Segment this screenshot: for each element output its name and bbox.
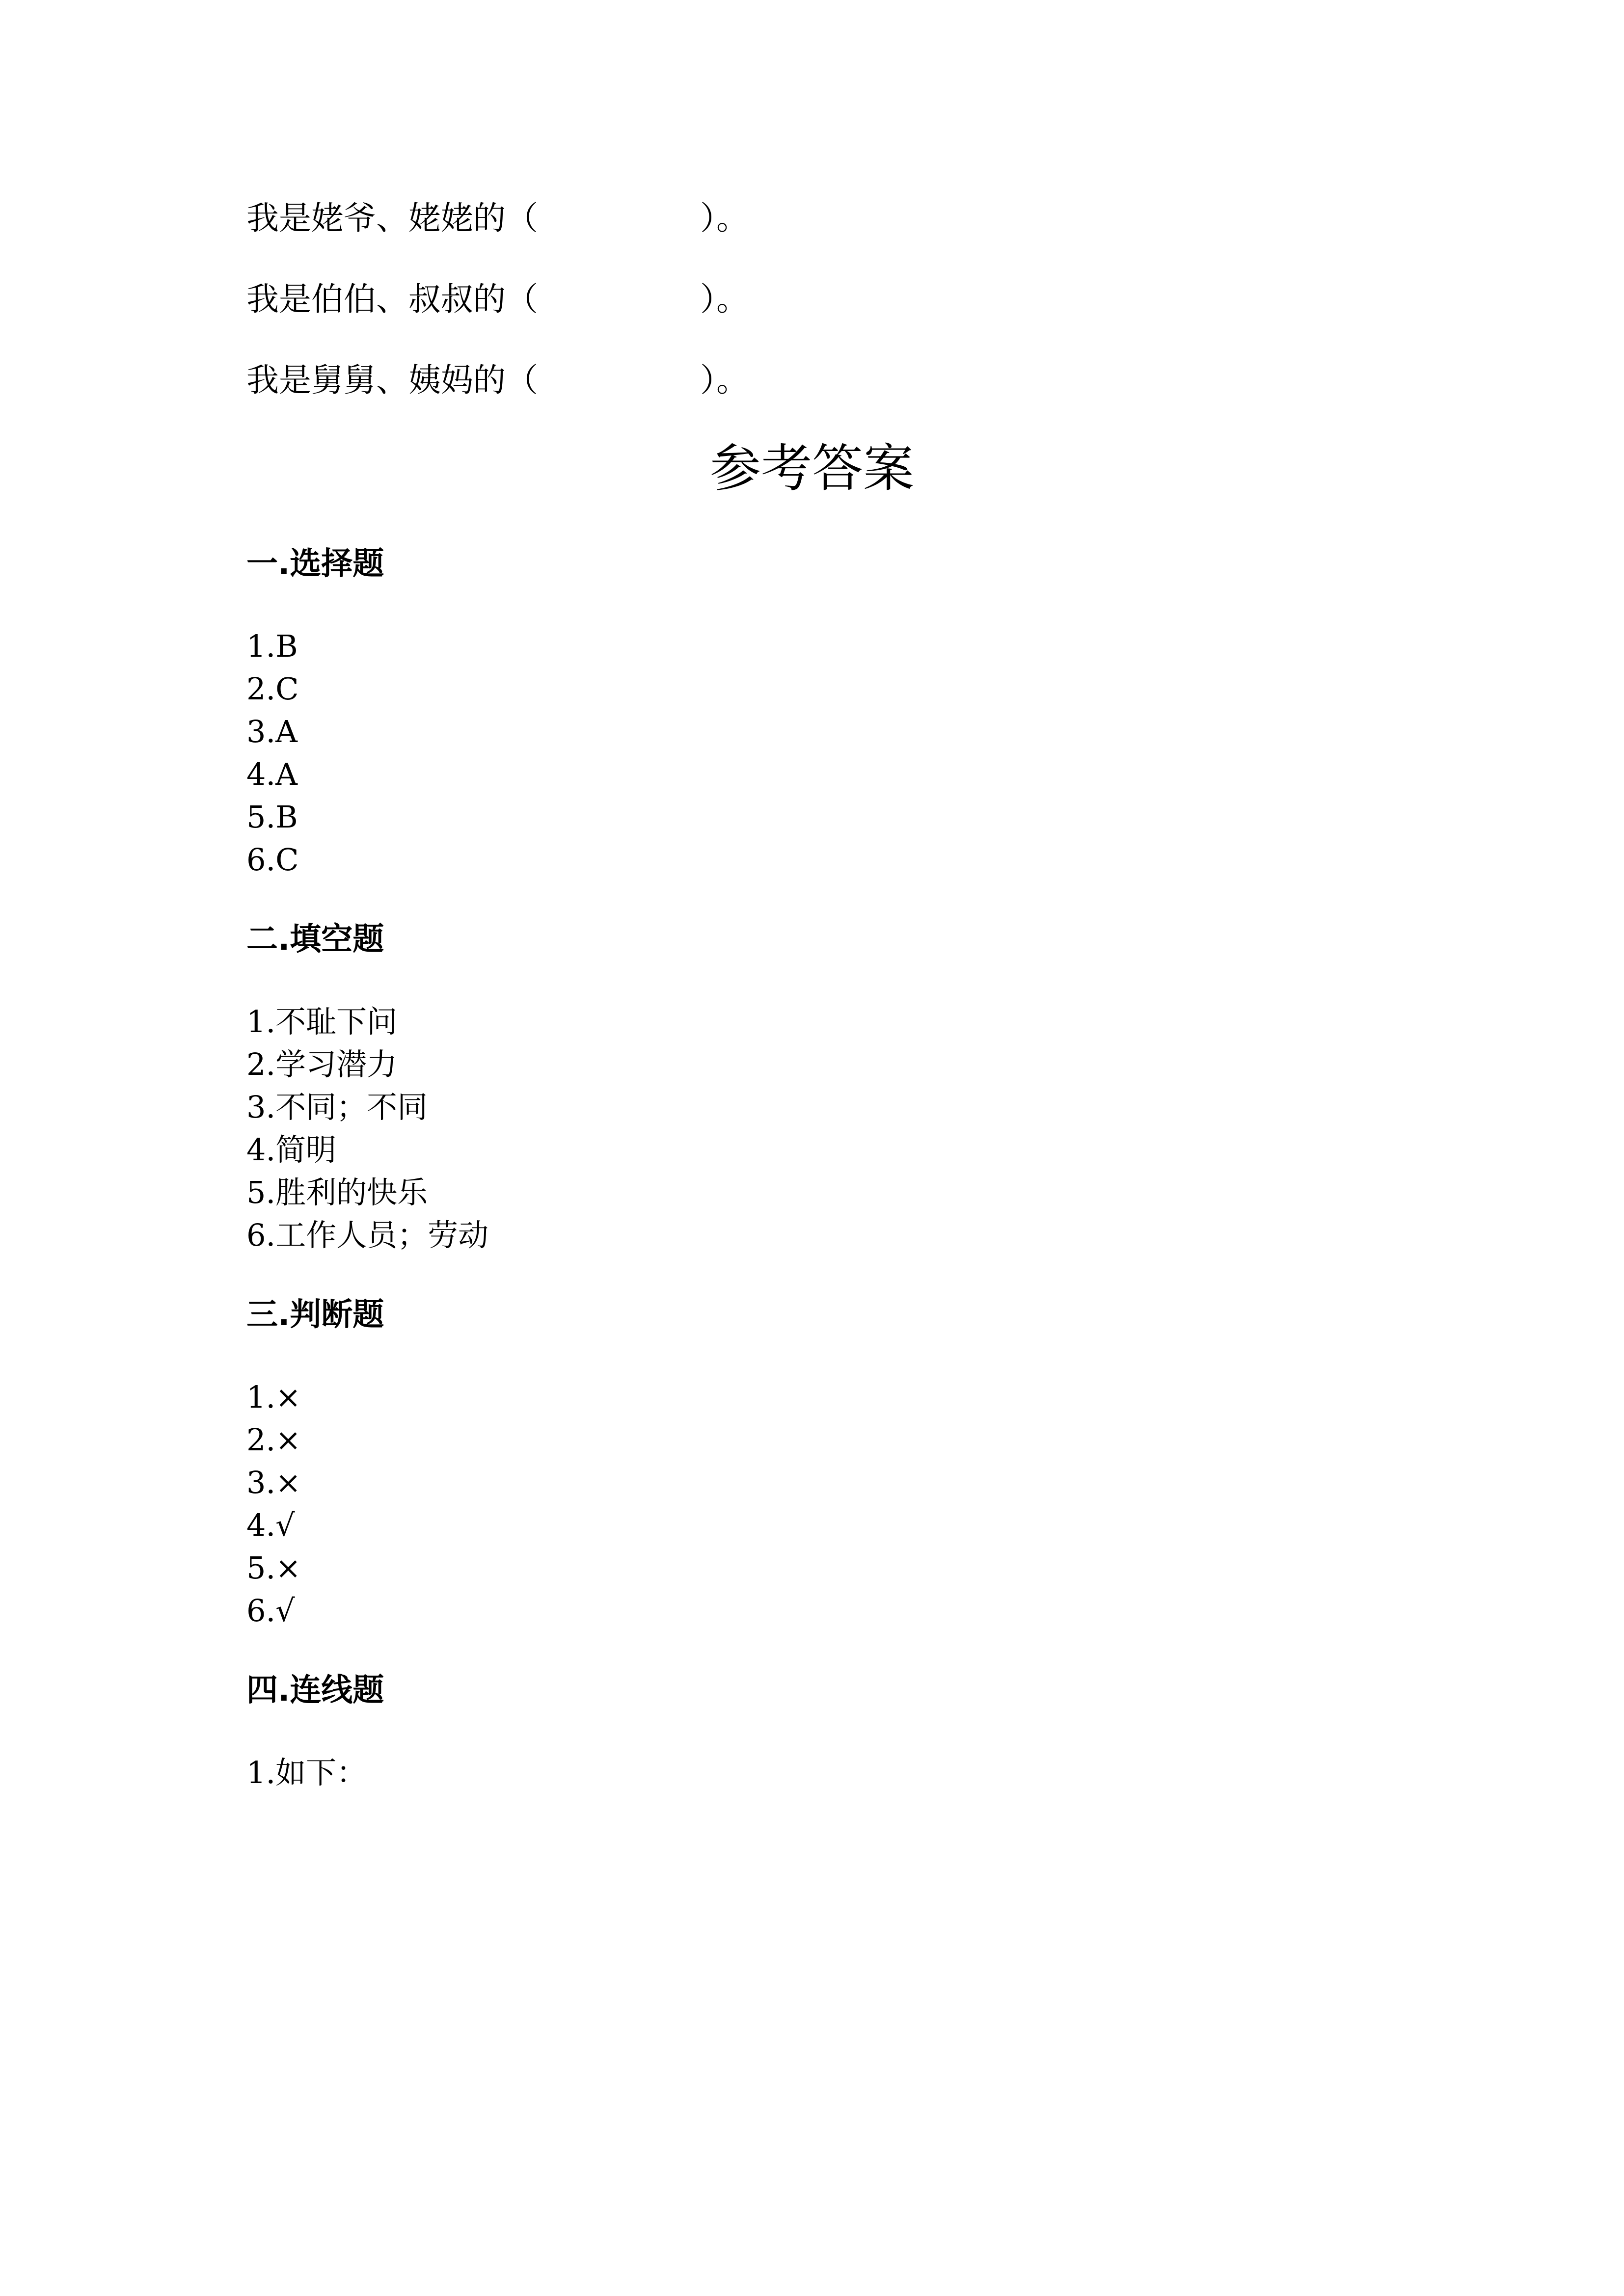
fill-blank-suffix: ）。 — [700, 280, 749, 318]
answer-list-judge — [246, 1376, 301, 1632]
answer-item: 6.C — [246, 842, 299, 878]
fill-blank-line-3 — [246, 361, 749, 399]
answer-list-match — [246, 1751, 367, 1794]
answer-item: 2.× — [246, 1422, 301, 1458]
answer-item: 1.× — [246, 1379, 301, 1415]
fill-blank-suffix: ）。 — [700, 361, 749, 399]
fill-blank-suffix: ）。 — [700, 199, 749, 237]
answer-item: 1.B — [246, 628, 298, 664]
fill-blank-prefix: 我是姥爷、姥姥的（ — [246, 199, 538, 237]
answer-list-choice — [246, 625, 299, 881]
fill-blank-prefix: 我是舅舅、姨妈的（ — [246, 361, 538, 399]
answer-item: 5.B — [246, 799, 298, 835]
answer-item: 2.学习潜力 — [246, 1046, 398, 1082]
answer-item: 2.C — [246, 671, 299, 707]
answer-item: 1.不耻下问 — [246, 1004, 398, 1040]
section-heading-match: 四.连线题 — [246, 1672, 384, 1709]
answer-item: 3.A — [246, 714, 298, 749]
answer-item: 4.简明 — [246, 1132, 337, 1168]
answer-key-title: 参考答案 — [709, 438, 914, 498]
answer-item: 5.× — [246, 1550, 301, 1586]
section-heading-choice: 一.选择题 — [246, 546, 384, 582]
section-heading-judge: 三.判断题 — [246, 1297, 384, 1333]
answer-item: 3.× — [246, 1465, 301, 1500]
answer-item: 4.√ — [246, 1507, 295, 1543]
answer-item: 3.不同；不同 — [246, 1089, 428, 1125]
answer-list-fill — [246, 1000, 488, 1256]
section-heading-fill: 二.填空题 — [246, 921, 384, 958]
answer-item: 6.工作人员；劳动 — [246, 1217, 489, 1253]
answer-item: 5.胜利的快乐 — [246, 1175, 428, 1210]
fill-blank-line-1 — [246, 199, 749, 237]
answer-item: 6.√ — [246, 1593, 295, 1629]
fill-blank-line-2 — [246, 280, 749, 318]
answer-item: 1.如下： — [246, 1755, 367, 1790]
answer-item: 4.A — [246, 756, 298, 792]
fill-blank-prefix: 我是伯伯、叔叔的（ — [246, 280, 538, 318]
